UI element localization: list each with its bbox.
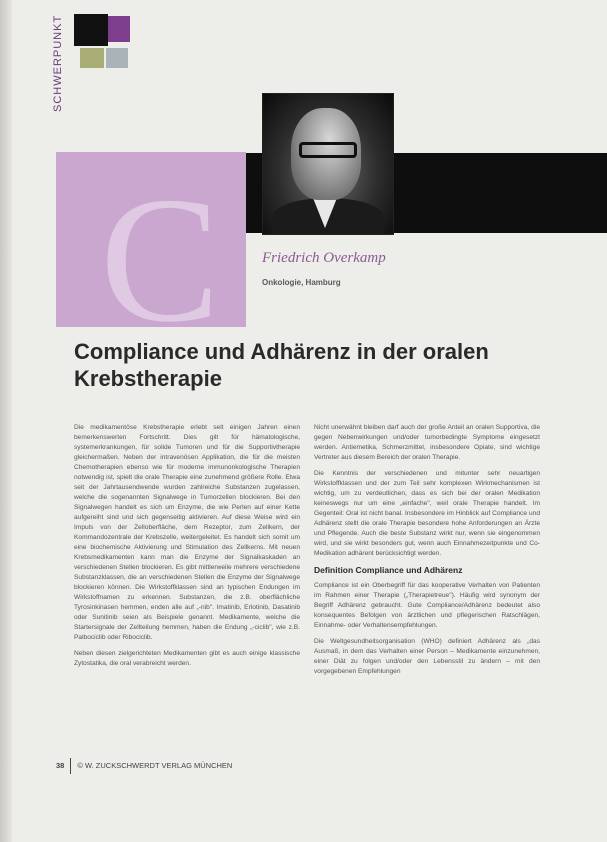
decor-initial-letter: C [100,160,221,359]
footer-divider [70,758,71,774]
author-affiliation: Onkologie, Hamburg [262,278,341,287]
paragraph: Die Kenntnis der verschiedenen und mitunter sehr neuartigen Wirkstoffklassen und der zum Teil sehr komplexen Wirkmechanismen ist wichtig, um zu verdeutlichen, dass es sich bei der oralen Medikation keineswegs nur um eine „einfache", weil orale Therapie handelt. Im Gegenteil: Oral ist nicht banal. Insbesondere im Hinblick auf Compliance und Adhärenz stellt die orale Therapie besondere hohe Anforderungen an Ärzte und Pflegende. Auch die beste Substanz wirkt nur, wenn sie eingenommen wird, und sie wirkt besonders gut, wenn auch Einnahmezeitpunkte und Co-Medikation adhärent berücksichtigt werden. [314,470,540,557]
paragraph: Neben diesen zielgerichteten Medikamenten gibt es auch einige klassische Zytostatika, die oral verabreicht werden. [74,650,300,667]
decor-square-purple [108,16,130,42]
text-column-right [314,423,540,683]
publisher-line: © W. ZUCKSCHWERDT VERLAG MÜNCHEN [77,760,233,770]
author-name: Friedrich Overkamp [262,250,386,266]
photo-glasses [299,142,357,158]
section-label: SCHWERPUNKT [52,14,64,112]
section-heading: Definition Compliance und Adhärenz [314,565,463,575]
paragraph: Die Weltgesundheitsorganisation (WHO) definiert Adhärenz als „das Ausmaß, in dem das Verhalten einer Person – Medikamente einzunehmen, einer Diät zu folgen und/oder den Lebensstil zu ändern – mit den vorgegebenen Empfehlungen [314,638,540,675]
decor-square-black [74,14,108,46]
paragraph: Nicht unerwähnt bleiben darf auch der große Anteil an oralen Supportiva, die gegen Nebenwirkungen und/oder tumorbedingte Symptome eingesetzt werden. Antiemetika, Schmerzmittel, insbesondere Opiate, sind wichtige Vertreter aus diesem Bereich der oralen Therapie. [314,424,540,461]
decor-square-grey [106,48,128,68]
page-number: 38 [56,760,65,770]
decor-square-olive [80,48,104,68]
paragraph: Die medikamentöse Krebstherapie erlebt seit einigen Jahren einen bemerkenswerten Fortschritt. Dies gilt für hämatologische, systemerkrankungen, für solide Tumoren und für die Supportivtherapie gleichermaßen. Neben der intravenösen Applikation, die für die meisten Chemotherapien ebenso wie für moderne immunonkologische Therapien notwendig ist, spielt die orale Therapie eine zunehmend größere Rolle. Etwa seit der Jahrtausendwende wurden zahlreiche Substanzen zugelassen, welche die sogenannten Signalwege in Tumorzellen blockieren. Bei den Signalwegen handelt es sich um Enzyme, die wie Perlen auf einer Kette aufgereiht sind und sich gegenseitig aktivieren. Auf diese Weise wird ein Impuls von der Zelloberfläche, dem Rezeptor, zum Zellkern, der Kommandozentrale der Krebszelle, weitergeleitet. Es handelt sich somit um eine biochemische Aktivierung und Stimulation des Zellkerns. Mit neuen Krebsmedikamenten kann man die Enzyme der Signalkaskaden an verschiedenen Stellen blockieren. Es gibt mittlerweile mehrere verschiedene Substanzklassen, die an verschiedenen Stellen die Enzyme der Signalwege blockieren können. Die Wirkstoffklassen sind an typischen Endungen im Wirkstoffnamen zu erkennen. Substanzen, die z.B. oberflächliche Tyrosinkinasen hemmen, enden alle auf „-nib". Imatinib, Erlotinib, Dasatinib oder Sunitinib seien als Beispiele genannt. Medikamente, welche die Startersignale der Zellteilung hemmen, haben die Endung „-ciclib", wie z.B. Palbociclib oder Ribociclib. [74,424,300,641]
page-footer [56,758,232,774]
paragraph: Compliance ist ein Oberbegriff für das kooperative Verhalten von Patienten im Rahmen einer Therapie („Therapietreue"). Häufig wird synonym der Begriff Adhärenz gebraucht. Gute Compliance/Adhärenz bedeutet also konsequentes Befolgen von ärztlichen und pflegerischen Ratschlägen, Einnahme- oder Verhaltensempfehlungen. [314,582,540,629]
article-title: Compliance und Adhärenz in der oralen Krebstherapie [74,339,489,391]
text-column-left [74,423,300,675]
scan-edge [0,0,12,842]
author-photo [262,93,394,235]
